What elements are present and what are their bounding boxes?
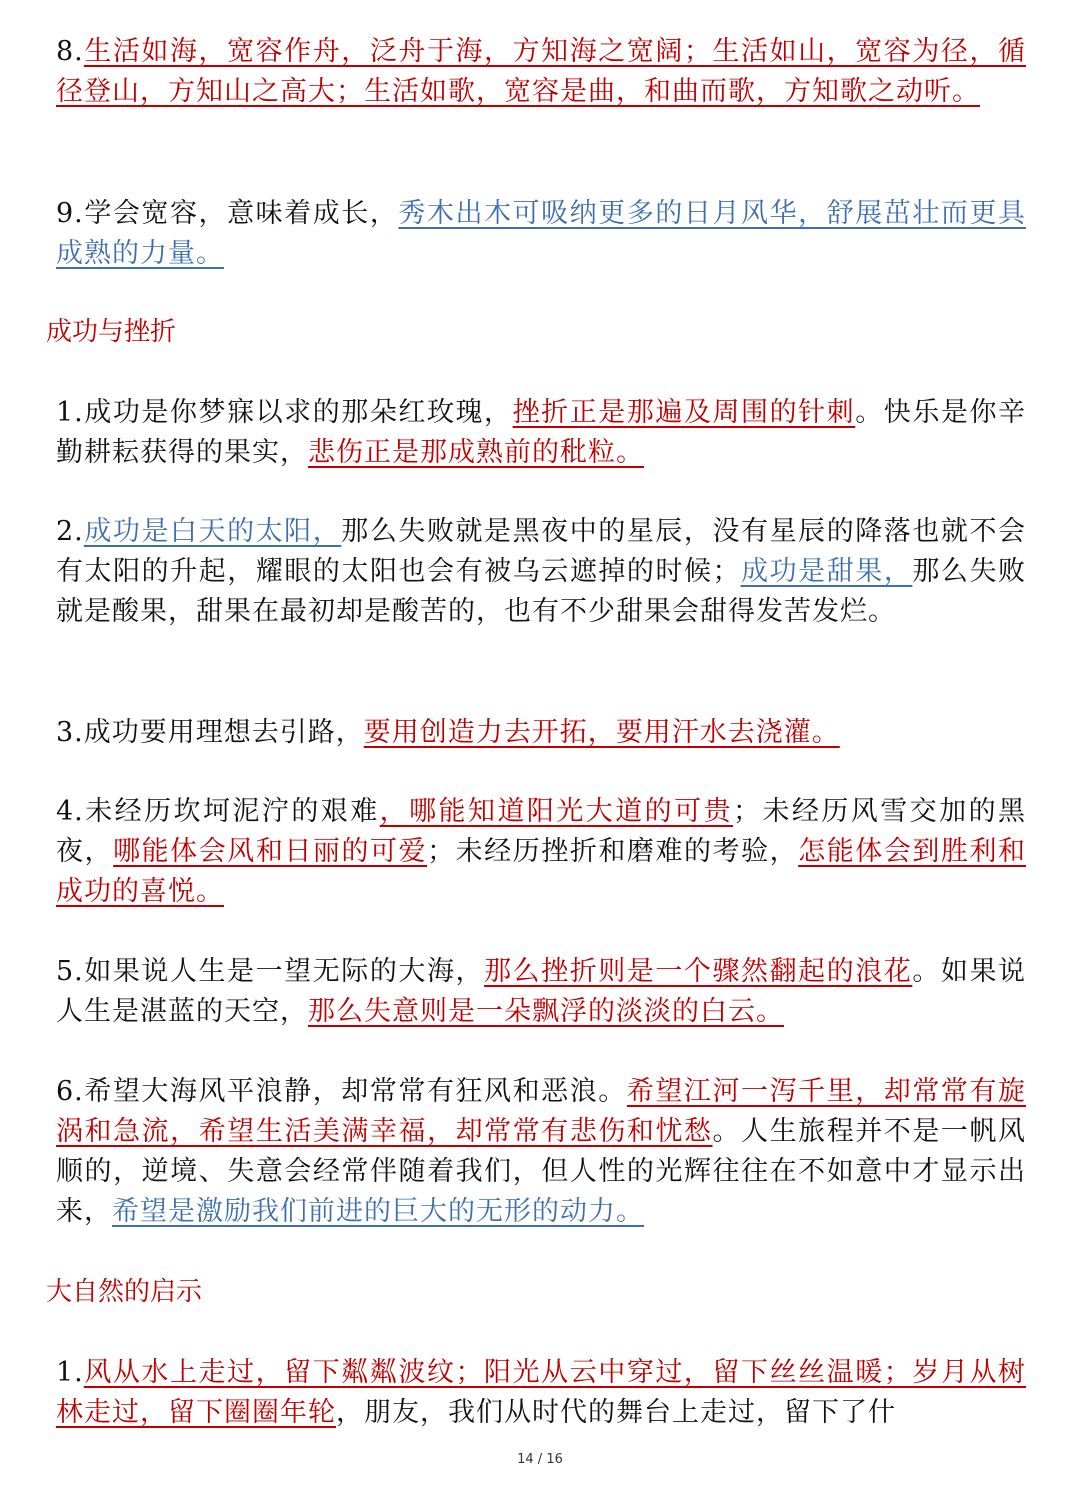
item-number: 1. <box>56 397 84 428</box>
paragraph-s5 <box>56 952 1026 1032</box>
highlight-red: 怎能体会到胜利和成功的喜悦。 <box>56 836 1027 907</box>
paragraph-s4 <box>56 792 1026 912</box>
item-number: 5. <box>56 956 84 987</box>
plain-text: 那么失败就是黑夜中的星辰，没有星辰的降落也就不会有太阳的升起，耀眼的太阳也会有被乌云遮掉的时候； <box>56 516 1027 587</box>
paragraph-s1 <box>56 393 1026 473</box>
item-number: 4. <box>56 796 84 827</box>
plain-text: ；未经历挫折和磨难的考验， <box>427 836 799 867</box>
section-heading-success-setback: 成功与挫折 <box>46 317 177 347</box>
highlight-blue: 成功是甜果， <box>740 556 913 587</box>
plain-text: ；未经历风雪交加的黑夜， <box>56 796 1027 867</box>
paragraph-n1 <box>56 1353 1026 1433</box>
plain-text: 如果说人生是一望无际的大海， <box>83 956 485 987</box>
highlight-blue: 成功是白天的太阳， <box>83 516 342 547</box>
page-separator: / <box>537 1452 543 1467</box>
plain-text: 未经历坎坷泥泞的艰难 <box>83 796 380 827</box>
paragraph-s6 <box>56 1072 1026 1232</box>
paragraph-s2 <box>56 512 1026 632</box>
plain-text: 那么失败就是酸果，甜果在最初却是酸苦的，也有不少甜果会甜得发苦发烂。 <box>56 556 1027 627</box>
paragraph-s3 <box>56 713 1026 753</box>
highlight-red: 悲伤正是那成熟前的秕粒。 <box>308 437 644 468</box>
paragraph-8 <box>56 32 1026 112</box>
highlight-blue: 秀木出木可吸纳更多的日月风华，舒展茁壮而更具成熟的力量。 <box>56 198 1027 269</box>
plain-text: 。快乐是你辛勤耕耘获得的果实， <box>56 397 1027 468</box>
plain-text: ，朋友，我们从时代的舞台上走过，留下了什 <box>336 1397 896 1428</box>
plain-text: 。如果说人生是湛蓝的天空， <box>56 956 1027 1027</box>
plain-text: 学会宽容，意味着成长， <box>83 198 399 229</box>
plain-text: 成功要用理想去引路， <box>83 717 364 748</box>
page-number-footer <box>0 1452 1080 1467</box>
highlight-red: 挫折正是那遍及周围的针刺 <box>512 397 856 428</box>
highlight-red: 要用创造力去开拓，要用汗水去浇灌。 <box>363 717 840 748</box>
highlight-red: 那么挫折则是一个骤然翻起的浪花 <box>484 956 913 987</box>
item-number: 8. <box>56 36 84 67</box>
highlight-red: ，哪能知道阳光大道的可贵 <box>379 796 734 827</box>
highlight-red: 希望江河一泻千里，却常常有旋涡和急流，希望生活美满幸福，却常常有悲伤和忧愁 <box>56 1076 1027 1147</box>
highlight-red: 那么失意则是一朵飘浮的淡淡的白云。 <box>308 996 784 1027</box>
highlight-red: 哪能体会风和日丽的可爱 <box>113 836 428 867</box>
highlight-red: 生活如海，宽容作舟，泛舟于海，方知海之宽阔；生活如山，宽容为径，循径登山，方知山之高大；生活如歌，宽容是曲，和曲而歌，方知歌之动听。 <box>56 36 1026 107</box>
highlight-blue: 希望是激励我们前进的巨大的无形的动力。 <box>112 1196 644 1227</box>
highlight-red: 风从水上走过，留下粼粼波纹；阳光从云中穿过，留下丝丝温暖；岁月从树林走过，留下圈圈年轮 <box>56 1357 1026 1428</box>
section-heading-nature-inspiration: 大自然的启示 <box>46 1277 203 1307</box>
plain-text: 希望大海风平浪静，却常常有狂风和恶浪。 <box>83 1076 627 1107</box>
total-pages: 16 <box>546 1452 563 1467</box>
item-number: 3. <box>56 717 84 748</box>
item-number: 2. <box>56 516 84 547</box>
paragraph-9 <box>56 194 1026 274</box>
item-number: 1. <box>56 1357 84 1388</box>
plain-text: 。人生旅程并不是一帆风顺的，逆境、失意会经常伴随着我们，但人性的光辉往往在不如意中才显示出来， <box>56 1116 1027 1227</box>
item-number: 9. <box>56 198 84 229</box>
item-number: 6. <box>56 1076 84 1107</box>
plain-text: 成功是你梦寐以求的那朵红玫瑰， <box>83 397 513 428</box>
current-page: 14 <box>517 1452 534 1467</box>
